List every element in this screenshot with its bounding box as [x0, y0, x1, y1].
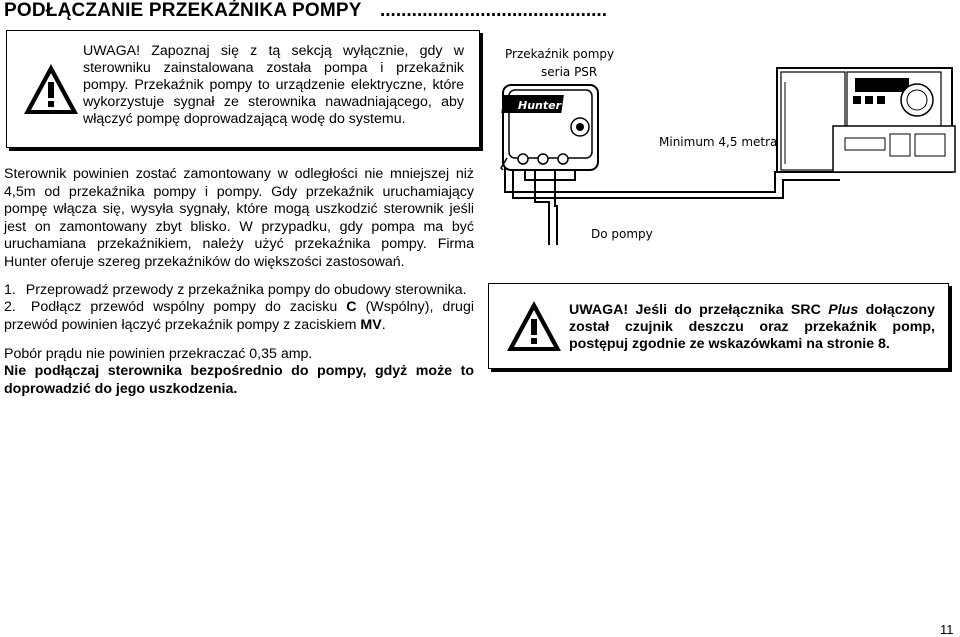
step-2-text-c: . [381, 316, 386, 333]
warning-bottom-text-b: dołączony został czujnik deszczu oraz przekaźnik pomp, postępuj zgodnie ze wskazówkami na stronie 8. [569, 302, 935, 352]
step-1-text: Przeprowadź przewody z przekaźnika pompy do obudowy sterownika. [25, 282, 467, 298]
warning-triangle-icon [503, 298, 565, 354]
bold-warning: Nie podłączaj sterownika bezpośrednio do pompy, gdyż może to doprowadzić do jego uszkodzenia. [4, 363, 474, 397]
pump-label: Do pompy [591, 227, 653, 241]
step-2-number: 2. [4, 299, 16, 315]
page-number: 11 [940, 622, 954, 637]
irrigation-controller [777, 68, 955, 172]
warning-bottom-text [569, 302, 935, 353]
page-title: PODŁĄCZANIE PRZEKAŹNIKA POMPY [4, 0, 362, 21]
warning-bottom-text-a: UWAGA! Jeśli do przełącznika SRC [569, 302, 829, 318]
step-2-terminal-mv: MV [360, 316, 382, 333]
power-note: Pobór prądu nie powinien przekraczać 0,35 amp. [4, 346, 313, 362]
relay-label-line1: Przekaźnik pompy [505, 47, 615, 61]
warning-bottom-italic: Plus [828, 302, 859, 318]
relay-label-line2: seria PSR [541, 65, 598, 79]
title-leader: ........................................... [380, 0, 607, 21]
warning-top-text: UWAGA! Zapoznaj się z tą sekcją wyłącznie, gdy w sterowniku zainstalowana została pompa i przekaźnik pompy. Przekaźnik pompy to urządzenie elektryczne, które wykorzystuje sygnał ze sterownika nawadniającego, aby włączyć pompę doprowadzającą wodę do systemu. [83, 43, 464, 127]
pump-relay [501, 85, 598, 170]
distance-label: Minimum 4,5 metra [659, 135, 778, 149]
wiring-diagram [485, 30, 960, 270]
main-paragraph: Sterownik powinien zostać zamontowany w odległości nie mniejszej niż 4,5m od przekaźnika pompy i pompy. Gdy przekaźnik uruchamiający pompę włącza się, wysyła sygnały, które mogą uszkodzić sterownik jeśli jest on zamontowany zbyt blisko. W przypadku, gdy pompa ma być uruchamiana przekaźnikiem, należy użyć przekaźnika pompy. Firma Hunter oferuje szereg przekaźników do większości zastosowań. [4, 166, 474, 270]
step-2-text-b: (Wspólny), drugi przewód powinien łączyć przekaźnik pompy z zaciskiem [4, 299, 474, 333]
relay-brand-label: Hunter [518, 99, 562, 112]
step-2-text-a: Podłącz przewód wspólny pompy do zacisku [30, 299, 347, 315]
step-1 [4, 282, 474, 300]
warning-box-bottom [488, 283, 949, 369]
step-2 [4, 299, 474, 334]
step-2-terminal-c: C [346, 299, 357, 315]
warning-triangle-icon [21, 61, 81, 117]
step-1-number: 1. [4, 282, 16, 298]
warning-box-top [6, 30, 480, 148]
